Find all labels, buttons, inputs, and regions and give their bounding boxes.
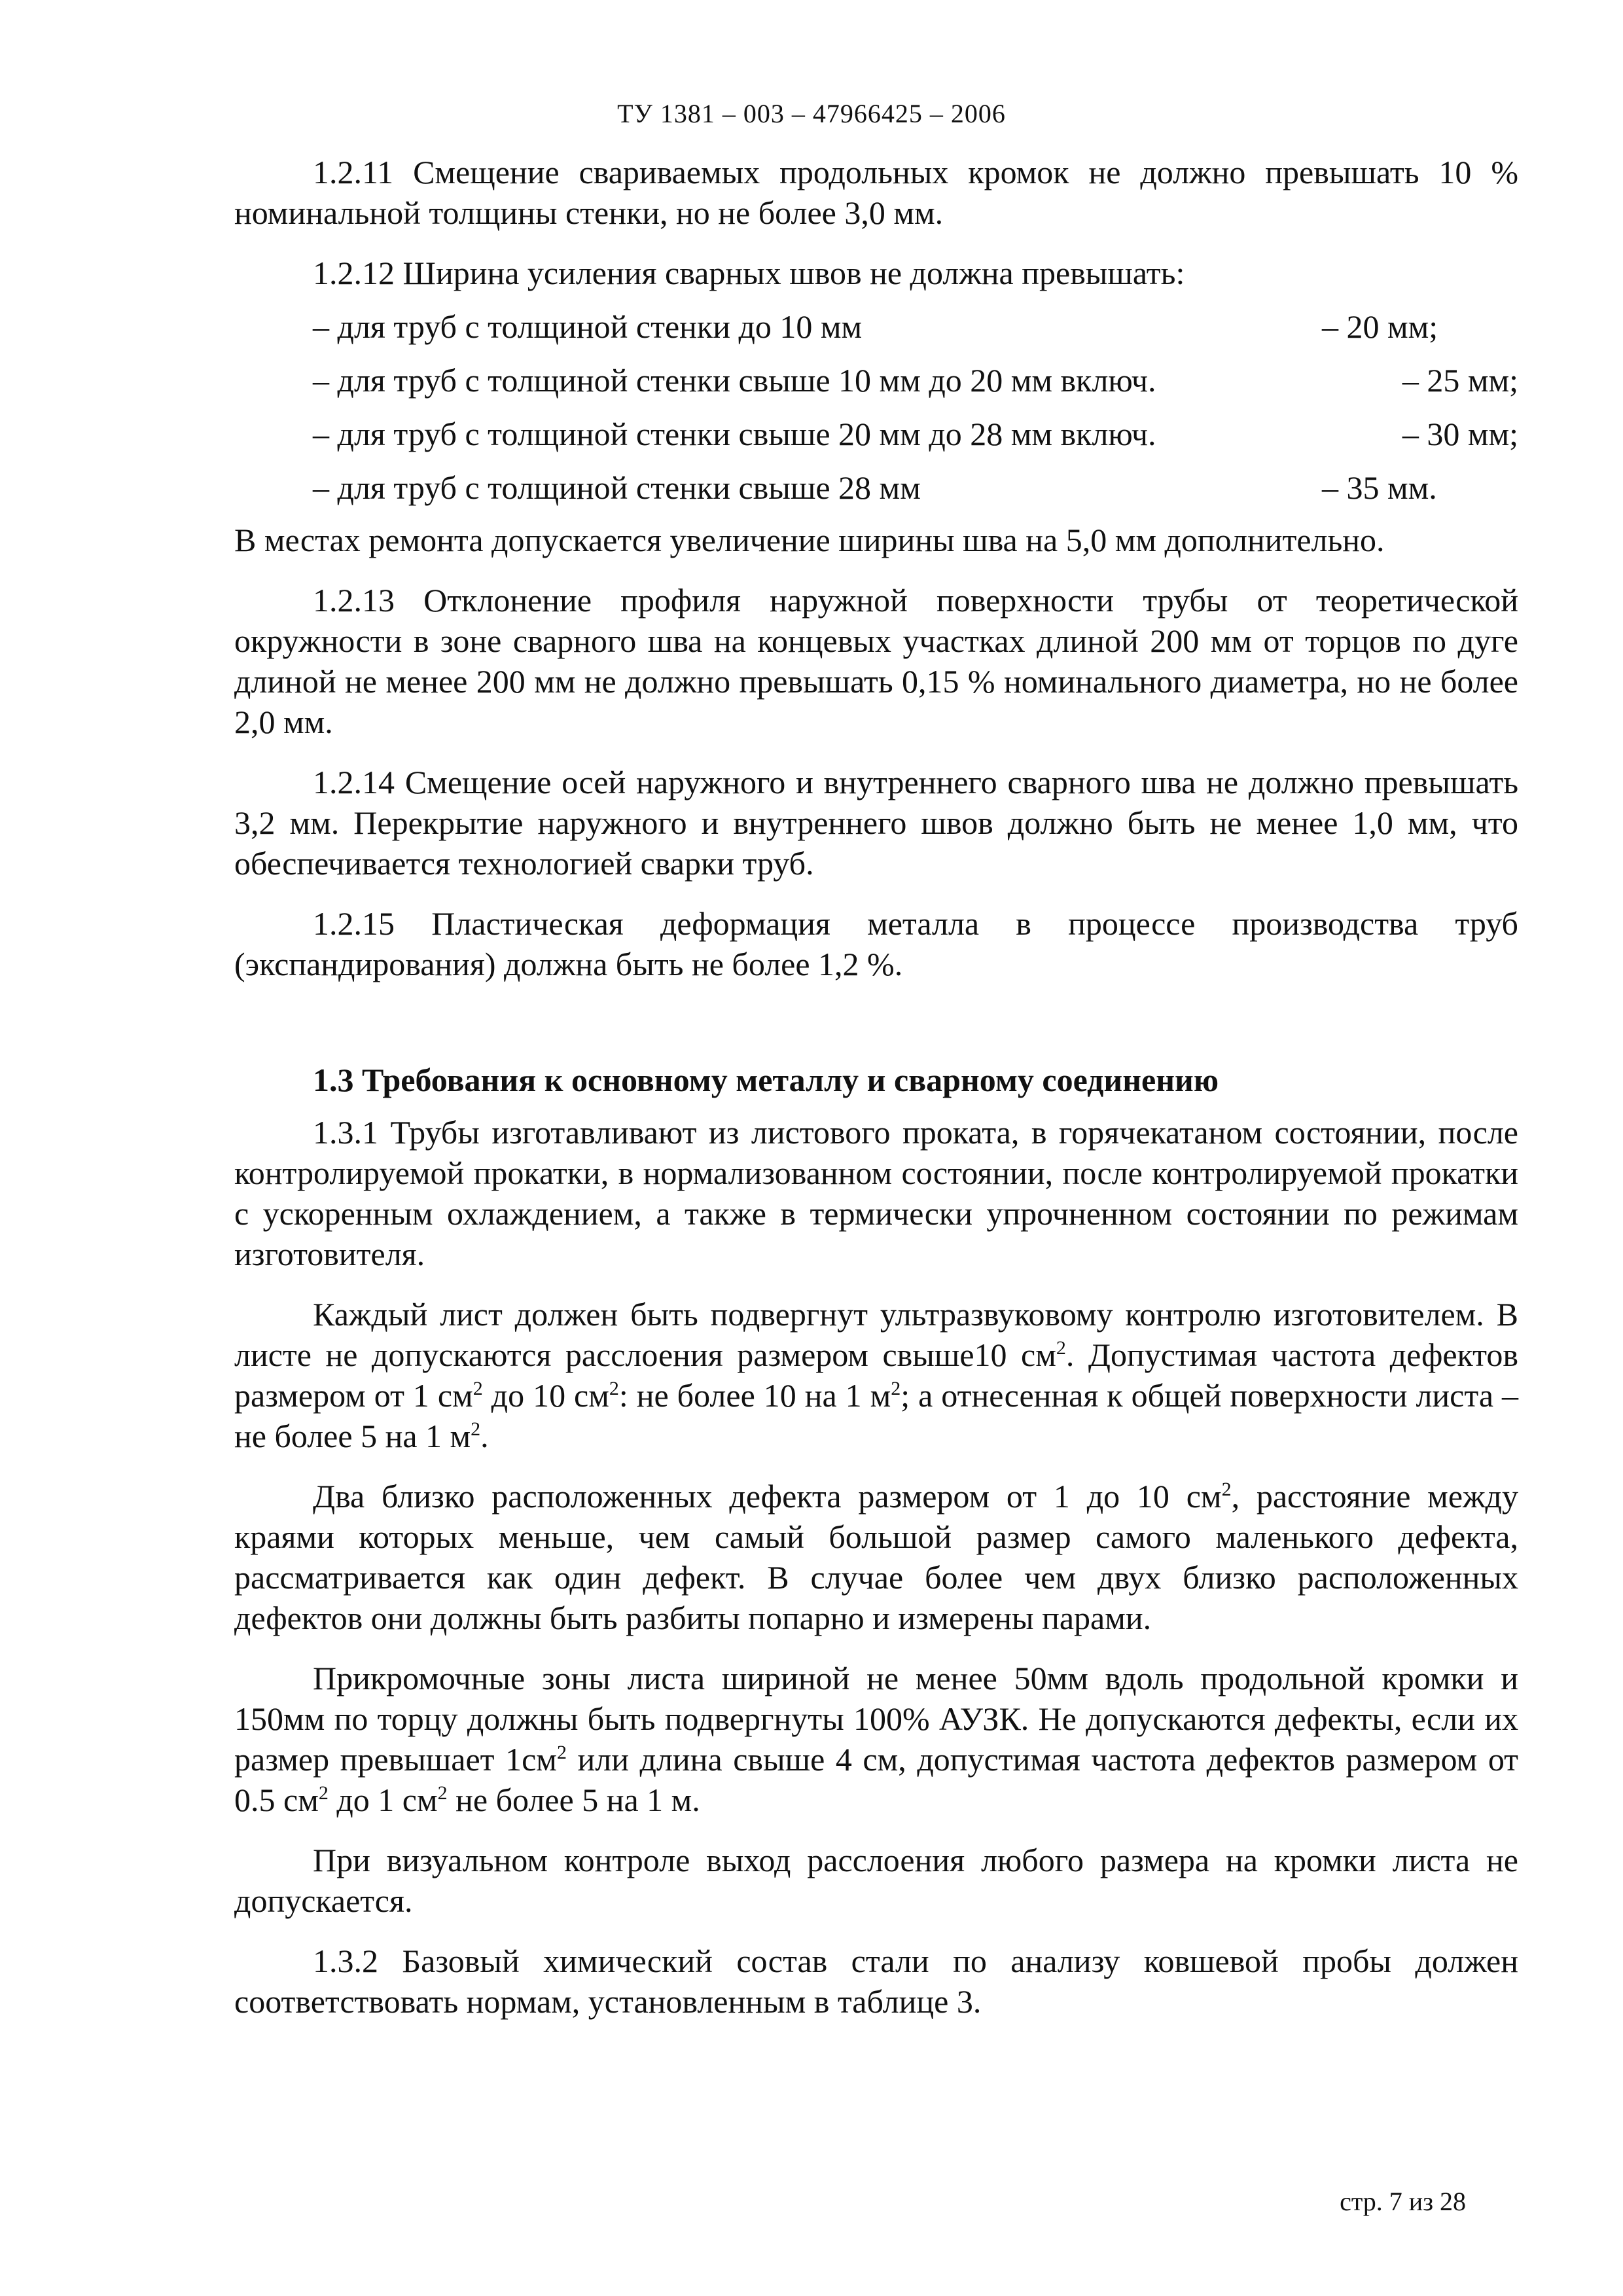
paragraph-1-3-2: 1.3.2 Базовый химический состав стали по анализу ковшевой пробы должен соответствовать нормам, установленным в таблице 3.	[234, 1943, 1518, 2020]
paragraph-1-2-13: 1.2.13 Отклонение профиля наружной поверхности трубы от теоретической окружности в зоне сварного шва на концевых участках длиной 200 мм от торцов по дуге длиной не менее 200 мм не должно превышать 0,15 % номинального диаметра, но не более 2,0 мм.	[234, 582, 1518, 740]
section-heading-1-3: 1.3 Требования к основному металлу и сварному соединению	[313, 1062, 1219, 1098]
paragraph-two-defects	[234, 1476, 1518, 1638]
document-body	[234, 152, 1518, 2022]
paragraph-1-3-1: 1.3.1 Трубы изготавливают из листового проката, в горячекатаном состоянии, после контролируемой прокатки, в нормализованном состоянии, после контролируемой прокатки с ускоренным охлаждением, а также в термически упрочненном состоянии по режимам изготовителя.	[234, 1114, 1518, 1272]
superscript: 2	[556, 1742, 567, 1763]
text-run: Прикромочные зоны листа шириной не менее 50мм вдоль продольной кромки и 150мм по торцу должны быть подвергнуты 100% АУЗК. Не допускаются дефекты, если их размер превышает 1см	[234, 1660, 1518, 1778]
paragraph-1-2-12: 1.2.12 Ширина усиления сварных швов не должна превышать:	[313, 255, 1185, 291]
page-number: стр. 7 из 28	[1340, 2187, 1466, 2216]
superscript: 2	[473, 1378, 483, 1399]
paragraph-1-2-14: 1.2.14 Смещение осей наружного и внутреннего сварного шва не должно превышать 3,2 мм. Перекрытие наружного и внутреннего швов должно быть не менее 1,0 мм, что обеспечивается технологией сварки труб.	[234, 764, 1518, 882]
text-run: Каждый лист должен быть подвергнут ультразвуковому контролю изготовителем. В листе не допускаются расслоения размером свыше10 см	[234, 1296, 1518, 1373]
list-item-condition: – для труб с толщиной стенки до 10 мм	[313, 308, 863, 345]
text-run: : не более 10 на 1 м	[618, 1377, 891, 1414]
superscript: 2	[471, 1418, 481, 1440]
text-run: .	[480, 1418, 489, 1454]
text-run: ; а отнесенная к общей поверхности листа – не более 5 на 1 м	[234, 1377, 1518, 1454]
text-run: до 10 см	[482, 1377, 609, 1414]
list-item-value: – 25 мм;	[1402, 362, 1518, 399]
text-run: . Допустимая частота дефектов размером от 1 см	[234, 1336, 1518, 1414]
paragraph-1-2-15: 1.2.15 Пластическая деформация металла в процессе производства труб (экспандирования) должна быть не более 1,2 %.	[234, 905, 1518, 982]
document-header-code: ТУ 1381 – 003 – 47966425 – 2006	[617, 99, 1006, 128]
list-item-value: – 20 мм;	[1322, 308, 1438, 345]
paragraph-edge-zones	[234, 1658, 1518, 1820]
paragraph-1-2-11: 1.2.11 Смещение свариваемых продольных кромок не должно превышать 10 % номинальной толщины стенки, но не более 3,0 мм.	[234, 154, 1518, 231]
list-item-value: – 30 мм;	[1402, 416, 1518, 452]
text-run: не более 5 на 1 м.	[447, 1782, 700, 1818]
list-item-value: – 35 мм.	[1322, 469, 1437, 506]
text-run: Два близко расположенных дефекта размером от 1 до 10 см	[313, 1478, 1222, 1515]
text-run: или длина свыше 4 см, допустимая частота дефектов размером от 0.5 см	[234, 1741, 1519, 1818]
superscript: 2	[1056, 1337, 1066, 1359]
weld-width-list-item	[313, 467, 1518, 508]
weld-width-list-item	[313, 414, 1518, 454]
paragraph-sheet-ultrasonic	[234, 1294, 1518, 1456]
list-item-condition: – для труб с толщиной стенки свыше 28 мм	[313, 469, 921, 506]
superscript: 2	[437, 1782, 448, 1804]
superscript: 2	[891, 1378, 901, 1399]
weld-width-list-item	[313, 306, 1518, 347]
list-item-condition: – для труб с толщиной стенки свыше 10 мм до 20 мм включ.	[313, 362, 1156, 399]
paragraph-repair: В местах ремонта допускается увеличение ширины шва на 5,0 мм дополнительно.	[234, 522, 1385, 558]
list-item-condition: – для труб с толщиной стенки свыше 20 мм до 28 мм включ.	[313, 416, 1156, 452]
text-run: , расстояние между краями которых меньше, чем самый большой размер самого маленького дефекта, рассматривается как один дефект. В случае более чем двух близко расположенных дефектов они должны быть разбиты попарно и измерены парами.	[234, 1478, 1518, 1636]
text-run: до 1 см	[328, 1782, 438, 1818]
weld-width-list-item	[313, 360, 1518, 401]
superscript: 2	[609, 1378, 619, 1399]
paragraph-visual-control: При визуальном контроле выход расслоения любого размера на кромки листа не допускается.	[234, 1842, 1518, 1919]
superscript: 2	[1221, 1479, 1232, 1500]
superscript: 2	[318, 1782, 329, 1804]
